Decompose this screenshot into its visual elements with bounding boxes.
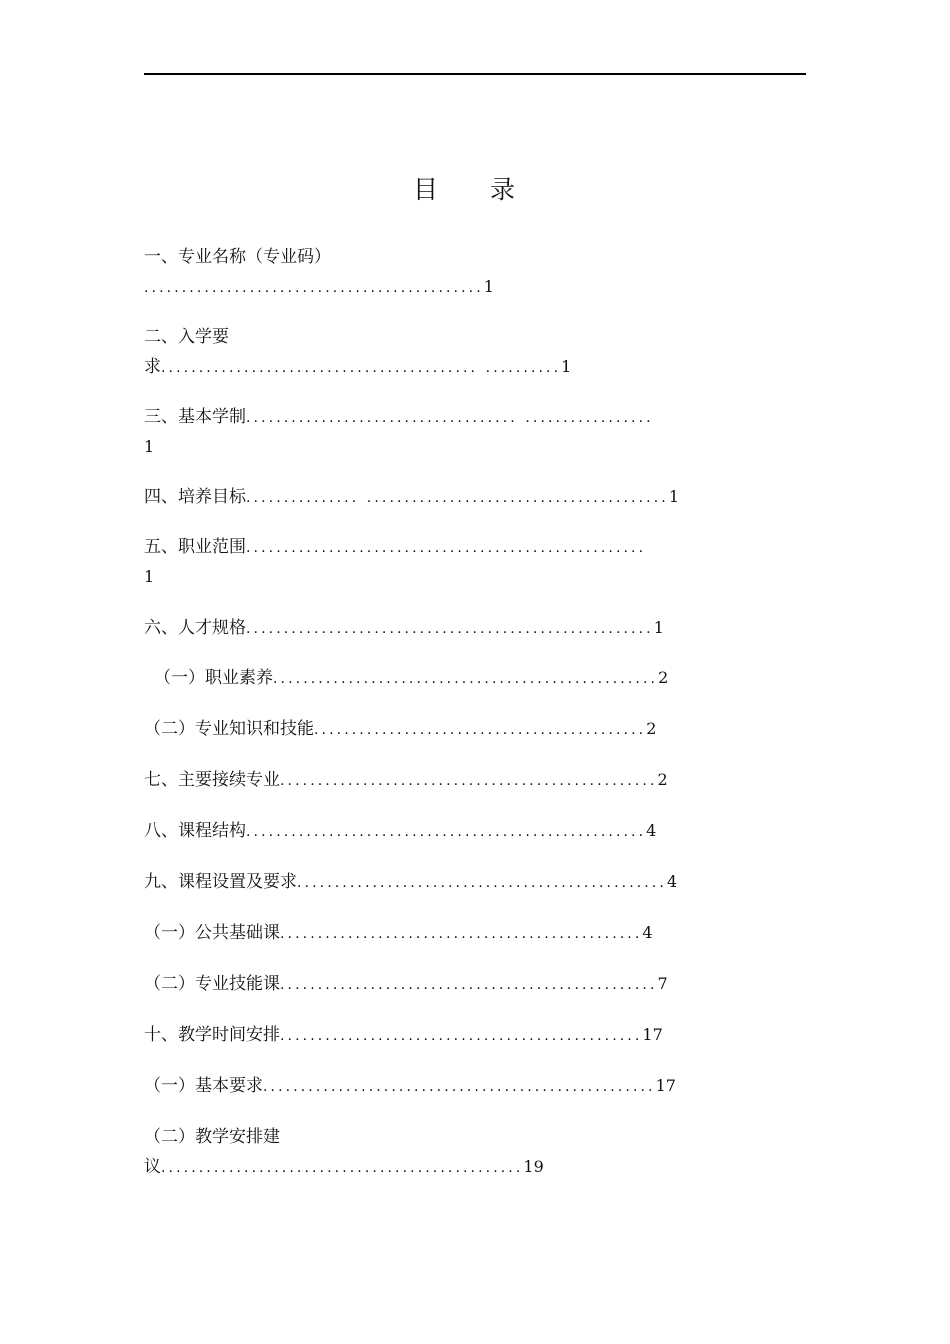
toc-entry-label: （二）专业技能课 <box>144 974 280 994</box>
toc-entry[interactable] <box>154 664 668 693</box>
toc-entry-page-number: 17 <box>642 1025 663 1044</box>
toc-entry-leader: ..................................................... <box>246 824 647 840</box>
toc-entry-page-number: 19 <box>523 1157 544 1176</box>
toc-entry-leader: ................................................... <box>273 671 659 687</box>
toc-entry[interactable] <box>144 1021 663 1050</box>
toc-entry-page-number: 17 <box>655 1076 676 1095</box>
toc-entry-label: （一）职业素养 <box>154 668 273 688</box>
toc-entry[interactable] <box>144 403 654 432</box>
toc-entry[interactable] <box>144 614 664 643</box>
toc-entry-page-number: 4 <box>642 923 653 942</box>
toc-entry[interactable] <box>144 243 331 272</box>
toc-entry-label: 九、课程设置及要求 <box>144 872 297 892</box>
toc-entry-page-number: 2 <box>658 668 669 687</box>
toc-entry[interactable] <box>144 323 229 352</box>
toc-entry-leader: .................................................. <box>280 977 658 993</box>
toc-entry-page-number: 2 <box>646 719 657 738</box>
toc-entry-page-number: 2 <box>657 770 668 789</box>
toc-entry-label: 八、课程结构 <box>144 821 246 841</box>
toc-entry-leader: ............................................ <box>314 722 647 738</box>
toc-entry-label: 一、专业名称（专业码） <box>144 247 331 267</box>
header-rule <box>144 73 806 75</box>
toc-entry-leader: ................................................. <box>297 875 667 891</box>
toc-entry[interactable] <box>144 433 154 462</box>
toc-entry[interactable] <box>144 1153 544 1182</box>
toc-entry-label: 四、培养目标 <box>144 487 246 507</box>
toc-entry-label: 议 <box>144 1157 161 1177</box>
toc-entry[interactable] <box>144 1072 676 1101</box>
toc-entry-label: （一）公共基础课 <box>144 923 280 943</box>
toc-entry-leader: ............................................. <box>144 280 484 296</box>
toc-entry[interactable] <box>144 533 646 562</box>
toc-entry-label: 五、职业范围 <box>144 537 246 557</box>
toc-entry-leader: .................................................. <box>280 773 658 789</box>
toc-entry-page-number: 4 <box>646 821 657 840</box>
toc-entry[interactable] <box>144 483 679 512</box>
toc-title: 目 录 <box>413 175 537 204</box>
toc-entry-page-number: 1 <box>144 567 155 586</box>
toc-entry-page-number: 7 <box>657 974 668 993</box>
toc-entry-leader: ...................................................... <box>246 621 654 637</box>
toc-entry-label: 二、入学要 <box>144 327 229 347</box>
toc-entry-page-number: 1 <box>144 437 155 456</box>
toc-entry[interactable] <box>144 766 668 795</box>
toc-entry-leader: ................................................ <box>161 1160 524 1176</box>
toc-entry-leader: ................................................ <box>280 926 643 942</box>
toc-entry[interactable] <box>144 868 677 897</box>
toc-entry-label: 七、主要接续专业 <box>144 770 280 790</box>
toc-entry-label: （一）基本要求 <box>144 1076 263 1096</box>
toc-entry-page-number: 4 <box>666 872 678 891</box>
toc-entry[interactable] <box>144 1123 280 1152</box>
toc-entry-label: 十、教学时间安排 <box>144 1025 280 1045</box>
toc-entry-label: （二）专业知识和技能 <box>144 719 314 739</box>
toc-entry-leader: ............... ........................................ <box>246 490 669 506</box>
toc-entry-leader: .......................................... .......... <box>161 360 562 376</box>
toc-entry[interactable] <box>144 970 668 999</box>
toc-entry[interactable] <box>144 715 656 744</box>
toc-entry-label: 三、基本学制 <box>144 407 246 427</box>
toc-entry-leader: ..................................................... <box>246 540 647 556</box>
toc-entry-leader: .................................... ................. <box>246 410 654 426</box>
toc-entry-leader: .................................................... <box>263 1079 656 1095</box>
toc-entry[interactable] <box>144 817 656 846</box>
toc-entry-page-number: 1 <box>668 487 679 506</box>
toc-entry-page-number: 1 <box>561 357 572 376</box>
toc-entry-page-number: 1 <box>483 277 494 296</box>
toc-entry-label: 求 <box>144 357 161 377</box>
toc-entry-label: 六、人才规格 <box>144 618 246 638</box>
toc-entry[interactable] <box>144 353 571 382</box>
toc-entry-leader: ................................................ <box>280 1028 643 1044</box>
toc-entry-page-number: 1 <box>653 618 664 637</box>
toc-entry[interactable] <box>144 919 653 948</box>
toc-entry[interactable] <box>144 563 154 592</box>
toc-entry-label: （二）教学安排建 <box>144 1127 280 1147</box>
toc-entry[interactable] <box>144 273 494 302</box>
